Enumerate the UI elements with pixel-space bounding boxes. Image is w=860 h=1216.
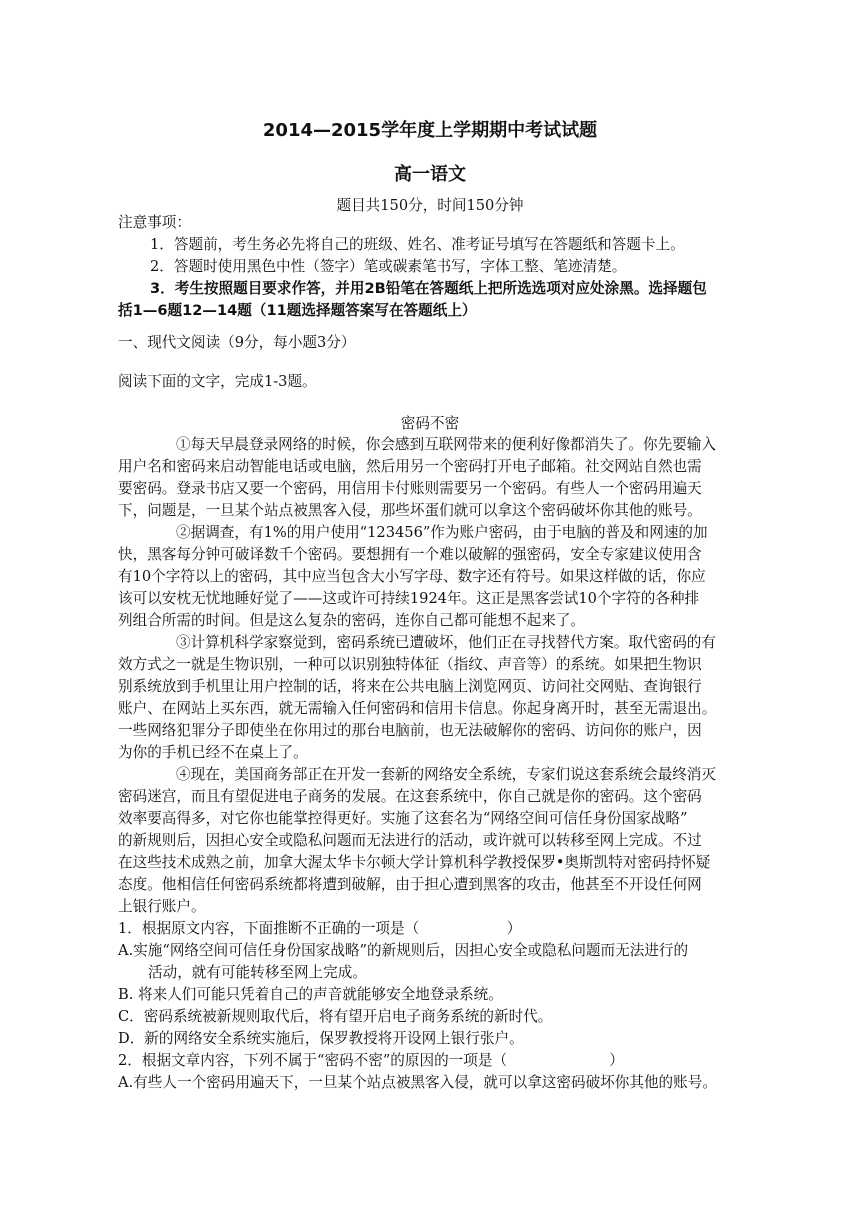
note-item: 3．考生按照题目要求作答，并用2B铅笔在答题纸上把所选选项对应处涂黑。选择题包 <box>150 280 707 297</box>
subject-title: 高一语文 <box>394 164 466 185</box>
passage-line: 在这些技术成熟之前，加拿大渥太华卡尔顿大学计算机科学教授保罗•奥斯凯特对密码持怀疑 <box>118 854 711 871</box>
exam-info: 题目共150分，时间150分钟 <box>336 197 524 214</box>
question-option: 活动，就有可能转移至网上完成。 <box>148 964 367 981</box>
passage-line: 要密码。登录书店又要一个密码，用信用卡付账则需要另一个密码。有些人一个密码用遍天 <box>118 480 702 497</box>
question-option: C．密码系统被新规则取代后，将有望开启电子商务系统的新时代。 <box>118 1008 553 1025</box>
question-option: D．新的网络安全系统实施后，保罗教授将开设网上银行张户。 <box>118 1030 524 1047</box>
passage-line: 为你的手机已经不在桌上了。 <box>118 744 308 761</box>
passage-title: 密码不密 <box>400 415 460 432</box>
passage-line: 效方式之一就是生物识别，一种可以识别独特体征（指纹、声音等）的系统。如果把生物识 <box>118 656 702 673</box>
passage-line: 快，黑客每分钟可破译数千个密码。要想拥有一个难以破解的强密码，安全专家建议使用含 <box>118 546 702 563</box>
notes-label: 注意事项： <box>118 214 191 231</box>
note-item: 1．答题前，考生务必先将自己的班级、姓名、准考证号填写在答题纸和答题卡上。 <box>150 236 685 253</box>
question-stem: 2．根据文章内容，下列不属于“密码不密”的原因的一项是（ ） <box>118 1052 624 1069</box>
question-option: B. 将来人们可能只凭着自己的声音就能够安全地登录系统。 <box>118 986 503 1003</box>
passage-line: ④现在，美国商务部正在开发一套新的网络安全系统，专家们说这套系统会最终消灭 <box>176 766 716 783</box>
passage-line: 密码迷宫，而且有望促进电子商务的发展。在这套系统中，你自己就是你的密码。这个密码 <box>118 788 702 805</box>
passage-line: 上银行账户。 <box>118 898 206 915</box>
note-item: 2．答题时使用黑色中性（签字）笔或碳素笔书写，字体工整、笔迹清楚。 <box>150 258 627 275</box>
passage-line: 态度。他相信任何密码系统都将遭到破解，由于担心遭到黑客的攻击，他甚至不开设任何网 <box>118 876 702 893</box>
question-stem: 1．根据原文内容，下面推断不正确的一项是（ ） <box>118 920 522 937</box>
passage-line: 一些网络犯罪分子即使坐在你用过的那台电脑前，也无法破解你的密码、访问你的账户，因 <box>118 722 702 739</box>
passage-line: 用户名和密码来启动智能电话或电脑，然后用另一个密码打开电子邮箱。社交网站自然也需 <box>118 458 702 475</box>
passage-line: 该可以安枕无忧地睡好觉了——这或许可持续1924年。这正是黑客尝试10个字符的各种排 <box>118 590 700 607</box>
section-heading: 一、现代文阅读（9分，每小题3分） <box>118 334 356 351</box>
passage-line: 有10个字符以上的密码，其中应当包含大小写字母、数字还有符号。如果这样做的话，你应 <box>118 568 706 585</box>
section-instruction: 阅读下面的文字，完成1-3题。 <box>118 373 317 390</box>
passage-line: 的新规则后，因担心安全或隐私问题而无法进行的活动，或许就可以转移至网上完成。不过 <box>118 832 702 849</box>
question-option: A.实施“网络空间可信任身份国家战略”的新规则后，因担心安全或隐私问题而无法进行的 <box>118 942 689 959</box>
question-option: A.有些人一个密码用遍天下，一旦某个站点被黑客入侵，就可以拿这密码破坏你其他的账号。 <box>118 1074 717 1091</box>
passage-line: ③计算机科学家察觉到，密码系统已遭破坏，他们正在寻找替代方案。取代密码的有 <box>176 634 716 651</box>
passage-line: 效率要高得多，对它你也能掌控得更好。实施了这套名为“网络空间可信任身份国家战略” <box>118 810 688 827</box>
passage-line: 账户、在网站上买东西，就无需输入任何密码和信用卡信息。你起身离开时，甚至无需退出。 <box>118 700 717 717</box>
passage-line: ①每天早晨登录网络的时候，你会感到互联网带来的便利好像都消失了。你先要输入 <box>176 436 716 453</box>
note-item: 括1—6题12—14题（11题选择题答案写在答题纸上） <box>118 302 477 319</box>
passage-line: 下，问题是，一旦某个站点被黑客入侵，那些坏蛋们就可以拿这个密码破坏你其他的账号。 <box>118 502 702 519</box>
passage-line: ②据调查，有1%的用户使用“123456”作为账户密码，由于电脑的普及和网速的加 <box>176 524 708 541</box>
exam-title: 2014—2015学年度上学期期中考试试题 <box>262 120 598 141</box>
passage-line: 列组合所需的时间。但是这么复杂的密码，连你自己都可能想不起来了。 <box>118 612 586 629</box>
passage-line: 别系统放到手机里让用户控制的话，将来在公共电脑上浏览网页、访问社交网贴、查询银行 <box>118 678 702 695</box>
